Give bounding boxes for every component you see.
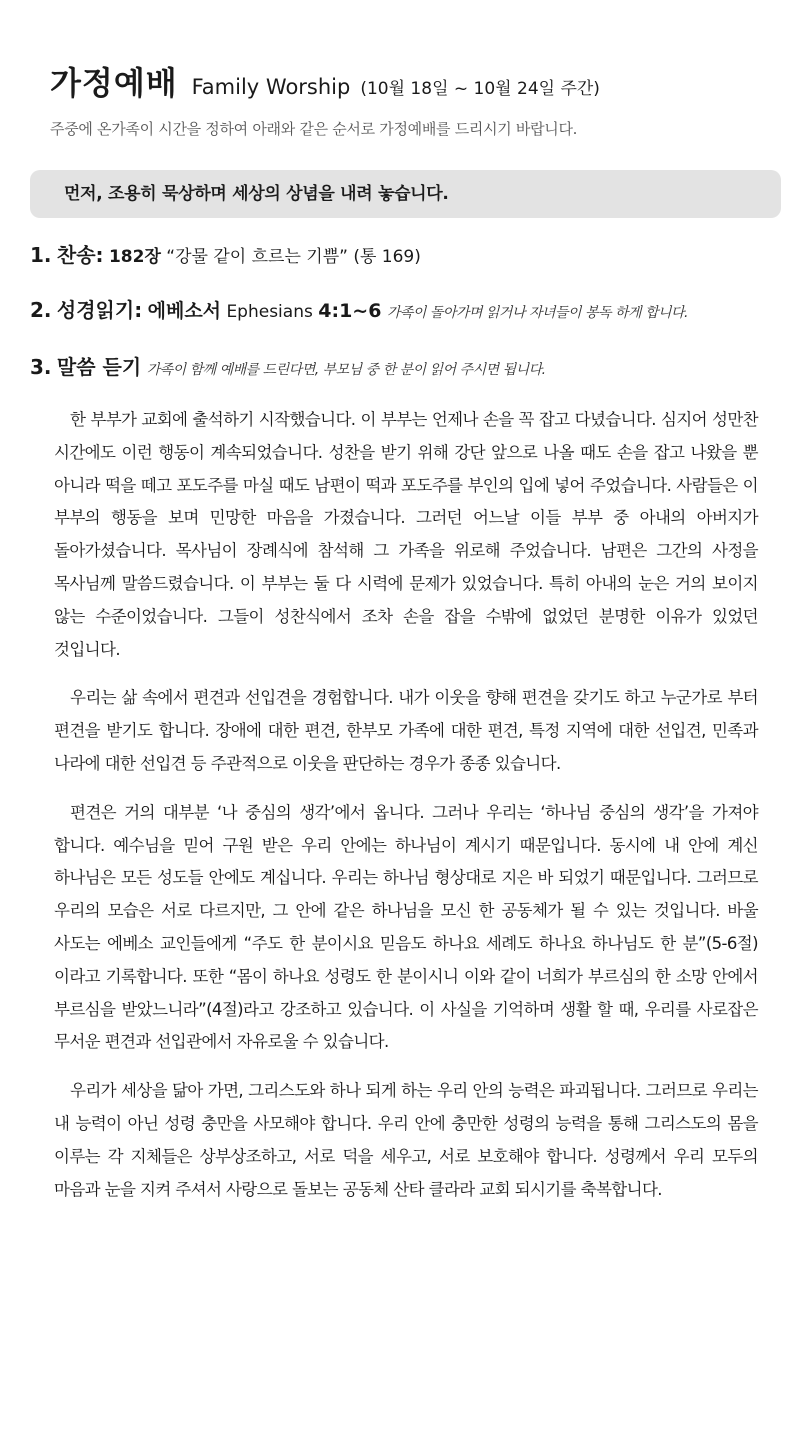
order-label: 말씀 듣기 (56, 355, 142, 379)
scripture-note: 가족이 돌아가며 읽거나 자녀들이 봉독 하게 합니다. (386, 305, 688, 321)
sermon-note: 가족이 함께 예배를 드린다면, 부모님 중 한 분이 읽어 주시면 됩니다. (146, 362, 546, 378)
page-title-english: Family Worship (191, 75, 351, 99)
page-subtitle: 주중에 온가족이 시간을 정하여 아래와 같은 순서로 가정예배를 드리시기 바랍니다. (50, 120, 578, 138)
scripture-book-en: Ephesians (226, 302, 313, 322)
sermon-paragraph: 우리가 세상을 닮아 가면, 그리스도와 하나 되게 하는 우리 안의 능력은 파괴됩니다. 그러므로 우리는 내 능력이 아닌 성령 충만을 사모해야 합니다. 우리 안에 충만한 성령의 능력을 통해 그리스도의 몸을 이루는 각 지체들은 상부상조하고, 서로 덕을 세우고, 서로 보호해야 합니다. 성령께서 우리 모두의 마음과 눈을 지켜 주셔서 사랑으로 돌보는 공동체 산타 클라라 교회 되시기를 축복합니다. (54, 1081, 758, 1199)
scripture-book-ko: 에베소서 (147, 300, 222, 322)
order-label: 성경읽기: (56, 298, 143, 322)
order-number: 2. (30, 298, 52, 322)
order-item-sermon (30, 351, 546, 380)
hymn-alt-number: (통 169) (353, 247, 421, 267)
sermon-body (54, 404, 758, 1222)
order-label: 찬송: (56, 243, 104, 267)
page-title: 가정예배 (50, 64, 178, 102)
order-number: 1. (30, 243, 52, 267)
sermon-paragraph: 편견은 거의 대부분 ‘나 중심의 생각’에서 옵니다. 그러나 우리는 ‘하나님 중심의 생각’을 가져야 합니다. 예수님을 믿어 구원 받은 우리 안에는 하나님이 계시기 때문입니다. 동시에 내 안에 계신 하나님은 모든 성도들 안에도 계십니다. 우리는 하나님 형상대로 지은 바 되었기 때문입니다. 그러므로 우리의 모습은 서로 다르지만, 그 안에 같은 하나님을 모신 한 공동체가 될 수 있는 것입니다. 바울 사도는 에베소 교인들에게 “주도 한 분이시요 믿음도 하나요 세례도 하나요 하나님도 한 분”(5-6절)이라고 기록합니다. 또한 “몸이 하나요 성령도 한 분이시니 이와 같이 너희가 부르심의 한 소망 안에서 부르심을 받았느니라”(4절)라고 강조하고 있습니다. 이 사실을 기억하며 생활 할 때, 우리를 사로잡은 무서운 편견과 선입관에서 자유로울 수 있습니다. (54, 802, 758, 1052)
hymn-number: 182장 (108, 247, 161, 267)
scripture-verse: 4:1~6 (318, 300, 382, 322)
order-item-scripture (30, 294, 688, 323)
hymn-title: “강물 같이 흐르는 기쁨” (166, 247, 348, 267)
meditation-callout: 먼저, 조용히 묵상하며 세상의 상념을 내려 놓습니다. (30, 170, 781, 218)
sermon-paragraph: 한 부부가 교회에 출석하기 시작했습니다. 이 부부는 언제나 손을 꼭 잡고 다녔습니다. 심지어 성만찬 시간에도 이런 행동이 계속되었습니다. 성찬을 받기 위해 강단 앞으로 나올 때도 손을 잡고 나왔을 뿐 아니라 떡을 떼고 포도주를 마실 때도 남편이 떡과 포도주를 부인의 입에 넣어 주었습니다. 사람들은 이 부부의 행동을 보며 민망한 마음을 가졌습니다. 그러던 어느날 이들 부부 중 아내의 아버지가 돌아가셨습니다. 목사님이 장례식에 참석해 그 가족을 위로해 주었습니다. 남편은 그간의 사정을 목사님께 말씀드렸습니다. 이 부부는 둘 다 시력에 문제가 있었습니다. 특히 아내의 눈은 거의 보이지 않는 수준이었습니다. 그들이 성찬식에서 조차 손을 잡을 수밖에 없었던 분명한 이유가 있었던 것입니다. (54, 410, 758, 659)
order-number: 3. (30, 355, 52, 379)
page-header (50, 58, 600, 104)
week-range: (10월 18일 ~ 10월 24일 주간) (360, 79, 600, 99)
order-item-hymn (30, 239, 421, 268)
sermon-paragraph: 우리는 삶 속에서 편견과 선입견을 경험합니다. 내가 이웃을 향해 편견을 갖기도 하고 누군가로 부터 편견을 받기도 합니다. 장애에 대한 편견, 한부모 가족에 대한 편견, 특정 지역에 대한 선입견, 민족과 나라에 대한 선입견 등 주관적으로 이웃을 판단하는 경우가 종종 있습니다. (54, 688, 758, 773)
